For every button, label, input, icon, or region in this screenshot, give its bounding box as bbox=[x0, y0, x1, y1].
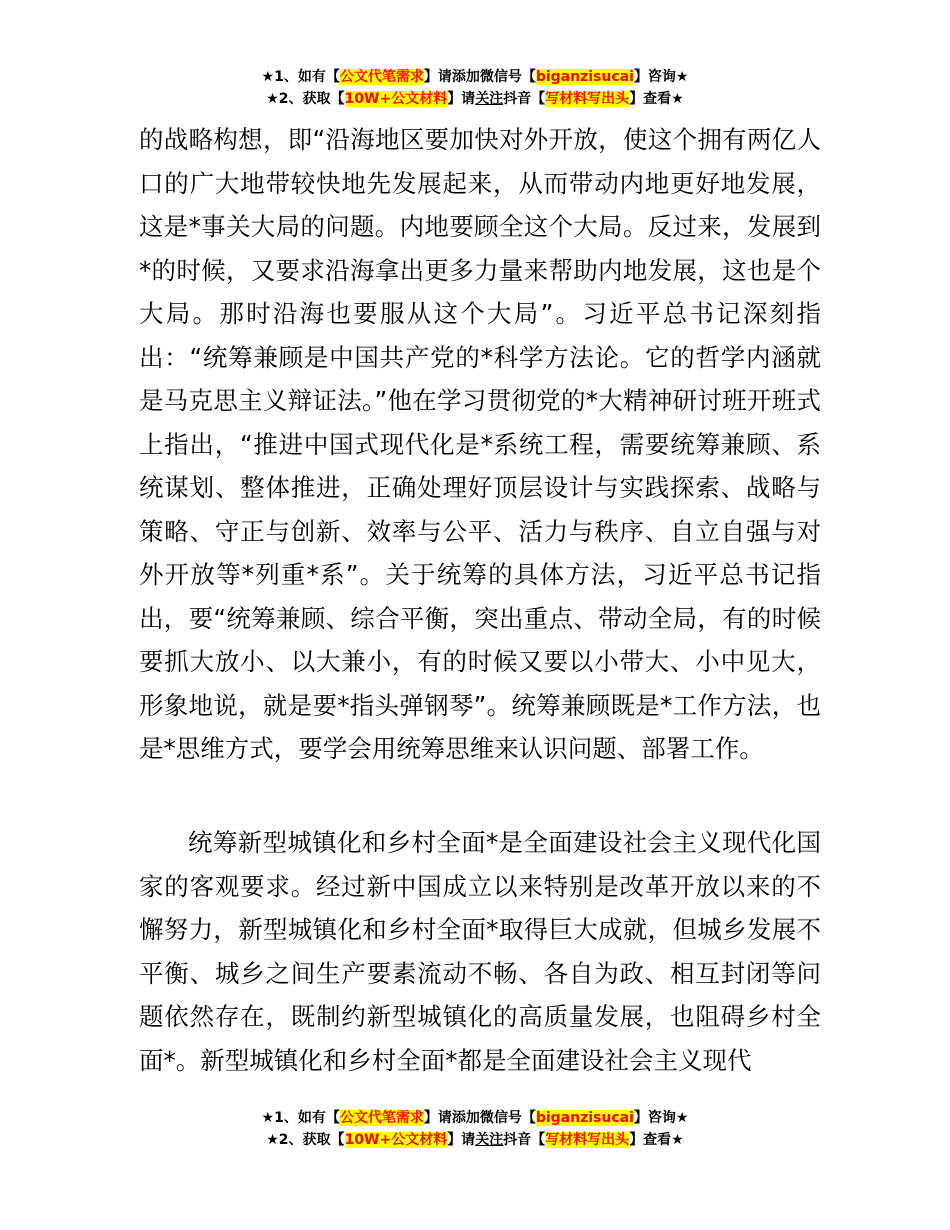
banner-text: 微信号【 bbox=[479, 1110, 536, 1126]
banner-text: 】请 bbox=[423, 1110, 452, 1126]
banner-text: ★2、获取【 bbox=[266, 91, 345, 107]
banner-text: 】请 bbox=[423, 69, 452, 85]
banner-text: 微信号【 bbox=[479, 69, 536, 85]
highlight-douyin: 写材料写出头 bbox=[545, 1132, 630, 1148]
banner-text: ★2、获取【 bbox=[266, 1132, 345, 1148]
banner-line-1 bbox=[0, 1107, 950, 1129]
paragraph-2: 统筹新型城镇化和乡村全面*是全面建设社会主义现代化国家的客观要求。经过新中国成立以来特别是改革开放以来的不懈努力，新型城镇化和乡村全面*取得巨大成就，但城乡发展不平衡、城乡之间生产要素流动不畅、各自为政、相互封闭等问题依然存在，既制约新型城镇化的高质量发展，也阻碍乡村全面*。新型城镇化和乡村全面*都是全面建设社会主义现代 bbox=[139, 828, 821, 1075]
banner-line-2 bbox=[0, 1129, 950, 1151]
banner-text: ★1、如有【 bbox=[261, 69, 340, 85]
highlight-materials: 10W+公文材料 bbox=[344, 91, 448, 107]
banner-text: 】查看★ bbox=[629, 91, 684, 107]
highlight-service: 公文代笔需求 bbox=[339, 69, 424, 85]
banner-line-2 bbox=[0, 88, 950, 110]
banner-emphasis: 关注 bbox=[475, 91, 504, 107]
banner-text: ★1、如有【 bbox=[261, 1110, 340, 1126]
banner-text: 】请 bbox=[447, 91, 476, 107]
highlight-materials: 10W+公文材料 bbox=[344, 1132, 448, 1148]
banner-line-1 bbox=[0, 66, 950, 88]
banner-text: 】请 bbox=[447, 1132, 476, 1148]
banner-text: 】咨询★ bbox=[633, 69, 689, 85]
highlight-wechat-id: biganzisucai bbox=[535, 1110, 634, 1126]
banner-text: 】咨询★ bbox=[633, 1110, 689, 1126]
highlight-service: 公文代笔需求 bbox=[339, 1110, 424, 1126]
banner-emphasis: 关注 bbox=[475, 1132, 504, 1148]
banner-text: 抖音【 bbox=[503, 91, 546, 107]
paragraph-1: 的战略构想，即“沿海地区要加快对外开放，使这个拥有两亿人口的广大地带较快地先发展起来，从而带动内地更好地发展，这是*事关大局的问题。内地要顾全这个大局。反过来，发展到*的时候，又要求沿海拿出更多力量来帮助内地发展，这也是个大局。那时沿海也要服从这个大局”。习近平总书记深刻指出：“统筹兼顾是中国共产党的*科学方法论。它的哲学内涵就是马克思主义辩证法。”他在学习贯彻党的*大精神研讨班开班式上指出，“推进中国式现代化是*系统工程，需要统筹兼顾、系统谋划、整体推进，正确处理好顶层设计与实践探索、战略与策略、守正与创新、效率与公平、活力与秩序、自立自强与对外开放等*列重*系”。关于统筹的具体方法，习近平总书记指出，要“统筹兼顾、综合平衡，突出重点、带动全局，有的时候要抓大放小、以大兼小，有的时候又要以小带大、小中见大，形象地说，就是要*指头弹钢琴”。统筹兼顾既是*工作方法，也是*思维方式，要学会用统筹思维来认识问题、部署工作。 bbox=[139, 125, 821, 763]
banner-text: 】查看★ bbox=[629, 1132, 684, 1148]
banner-emphasis: 添加 bbox=[451, 69, 480, 85]
banner-text: 抖音【 bbox=[503, 1132, 546, 1148]
header-banner bbox=[0, 66, 950, 110]
banner-emphasis: 添加 bbox=[451, 1110, 480, 1126]
highlight-douyin: 写材料写出头 bbox=[545, 91, 630, 107]
footer-banner bbox=[0, 1107, 950, 1151]
highlight-wechat-id: biganzisucai bbox=[535, 69, 634, 85]
